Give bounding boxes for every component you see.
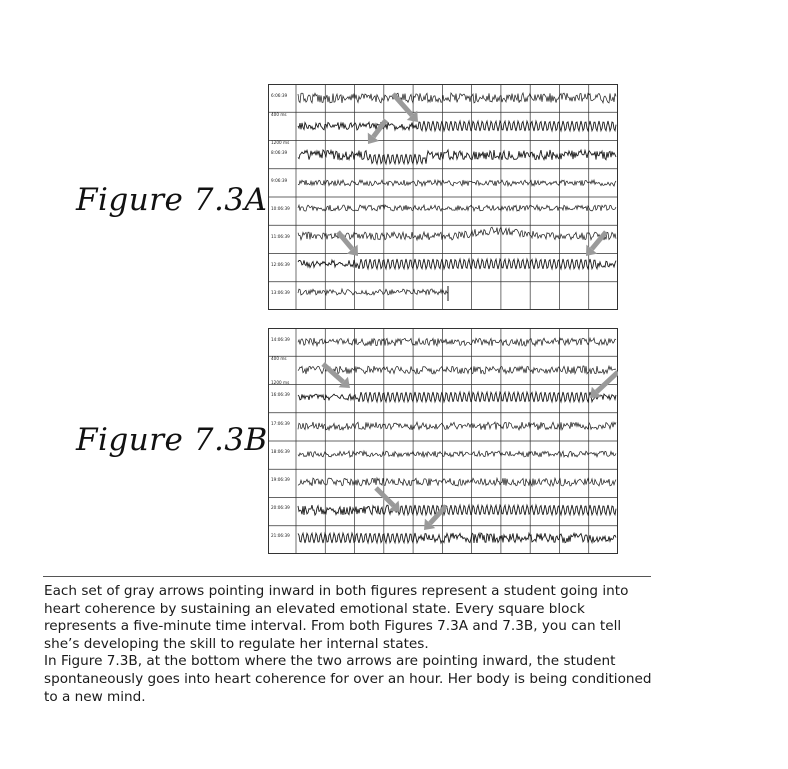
caption-divider <box>43 576 651 577</box>
row-time-label: 9:06:39 <box>271 178 288 183</box>
figure-a-grid <box>268 84 618 310</box>
row-time-label: 20:06:39 <box>271 505 290 510</box>
row-time-label: 12:06:39 <box>271 262 290 267</box>
figure-a-chart <box>268 84 618 310</box>
row-time-label: 21:06:39 <box>271 533 290 538</box>
caption-paragraph-1: Each set of gray arrows pointing inward in both figures represent a student going into heart coherence by sustaining an elevated emotional state. Every square block represents a five-minute time interval. From both Figures 7.3A and 7.3B, you can tell she’s developing the skill to regulate her internal states. <box>44 583 629 652</box>
row-time-label: 10:06:39 <box>271 206 290 211</box>
caption-paragraph-2: In Figure 7.3B, at the bottom where the two arrows are pointing inward, the student spontaneously goes into heart coherence for over an hour. Her body is being conditioned to a new mind. <box>44 653 652 705</box>
row-time-label: 19:06:39 <box>271 477 290 482</box>
figure-b-chart <box>268 328 618 554</box>
row-time-label: 400 ms <box>271 356 287 361</box>
figure-a-title: Figure 7.3A <box>76 182 268 218</box>
row-time-label: 11:06:39 <box>271 234 290 239</box>
caption <box>44 583 656 706</box>
figure-b-grid <box>268 328 618 554</box>
row-time-label: 1200 ms <box>271 140 290 145</box>
row-time-label: 18:06:39 <box>271 449 290 454</box>
figure-b-title: Figure 7.3B <box>76 422 268 458</box>
row-time-label: 17:06:39 <box>271 421 290 426</box>
row-time-label: 13:06:39 <box>271 290 290 295</box>
row-time-label: 6:06:39 <box>271 93 288 98</box>
row-time-label: 16:06:39 <box>271 392 290 397</box>
row-time-label: 8:06:39 <box>271 150 288 155</box>
row-time-label: 400 ms <box>271 112 287 117</box>
row-time-label: 1200 ms <box>271 380 290 385</box>
row-time-label: 14:06:39 <box>271 337 290 342</box>
